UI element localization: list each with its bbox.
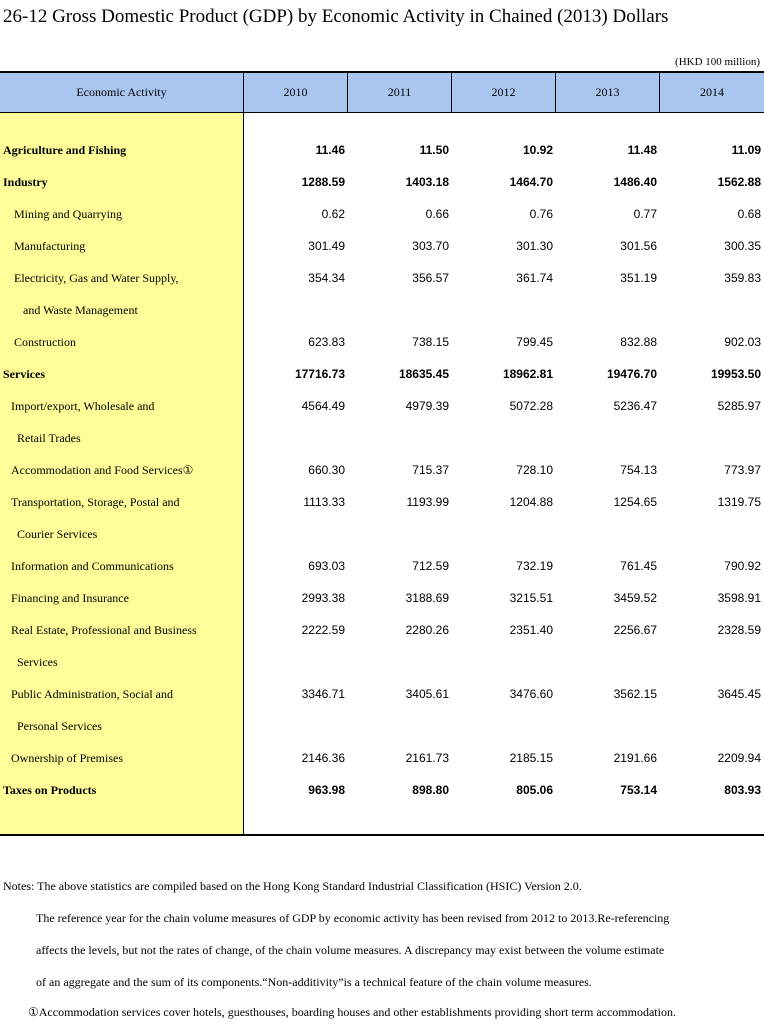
row-label: Financing and Insurance <box>11 591 129 605</box>
cell-2011: 11.50 <box>419 143 449 157</box>
cell-2014: 359.83 <box>724 271 761 285</box>
cell-2010: 0.62 <box>321 207 345 221</box>
cell-2010 <box>245 710 345 742</box>
table-row <box>0 678 764 710</box>
cell-2012: 5072.28 <box>509 399 553 413</box>
table-row <box>0 294 764 326</box>
row-label: Manufacturing <box>14 239 86 253</box>
cell-2010: 1288.59 <box>301 175 345 189</box>
row-label: Agriculture and Fishing <box>3 143 127 157</box>
cell-2012: 10.92 <box>522 143 553 157</box>
cell-2013: 761.45 <box>620 559 657 573</box>
cell-2011: 356.57 <box>412 271 449 285</box>
header-year-2010: 2010 <box>244 73 348 112</box>
cell-2014 <box>661 710 761 742</box>
cell-2013: 753.14 <box>620 783 657 797</box>
cell-2013: 301.56 <box>620 239 657 253</box>
row-label: Services <box>17 655 58 669</box>
row-label: Electricity, Gas and Water Supply, <box>14 271 179 285</box>
cell-2013 <box>557 294 657 326</box>
cell-2010: 2993.38 <box>301 591 345 605</box>
cell-2014: 2209.94 <box>717 751 761 765</box>
unit-label: (HKD 100 million) <box>675 56 760 68</box>
cell-2011: 2161.73 <box>405 751 449 765</box>
cell-2010 <box>245 646 345 678</box>
cell-2010: 623.83 <box>308 335 345 349</box>
row-label: and Waste Management <box>23 303 138 317</box>
cell-2013 <box>557 518 657 550</box>
cell-2013: 1486.40 <box>613 175 657 189</box>
header-economic-activity: Economic Activity <box>0 73 244 112</box>
cell-2010: 660.30 <box>308 463 345 477</box>
cell-2012: 3215.51 <box>509 591 553 605</box>
cell-2011 <box>349 422 449 454</box>
table-row <box>0 614 764 646</box>
cell-2012: 799.45 <box>516 335 553 349</box>
cell-2014: 300.35 <box>724 239 761 253</box>
table-row <box>0 390 764 422</box>
table-row <box>0 710 764 742</box>
cell-2012 <box>453 294 553 326</box>
cell-2011: 303.70 <box>412 239 449 253</box>
cell-2012: 2185.15 <box>509 751 553 765</box>
cell-2012: 3476.60 <box>509 687 553 701</box>
cell-2010: 1113.33 <box>303 495 345 509</box>
table-row <box>0 774 764 806</box>
row-label: Real Estate, Professional and Business <box>11 623 197 637</box>
row-label: Information and Communications <box>11 559 174 573</box>
note-line: Notes: The above statistics are compiled based on the Hong Kong Standard Industrial Classification (HSIC) Version 2.0. <box>3 879 582 893</box>
cell-2014: 2328.59 <box>717 623 761 637</box>
cell-2010: 301.49 <box>308 239 345 253</box>
row-label: Public Administration, Social and <box>11 687 173 701</box>
cell-2011: 738.15 <box>412 335 449 349</box>
page-title: 26-12 Gross Domestic Product (GDP) by Economic Activity in Chained (2013) Dollars <box>3 6 669 27</box>
note-line: of an aggregate and the sum of its components.“Non-additivity”is a technical feature of the chain volume measures. <box>36 975 592 989</box>
table-row <box>0 358 764 390</box>
cell-2013: 19476.70 <box>606 367 657 381</box>
cell-2011: 4979.39 <box>405 399 449 413</box>
cell-2013: 2191.66 <box>613 751 657 765</box>
cell-2011: 18635.45 <box>398 367 449 381</box>
cell-2013 <box>557 710 657 742</box>
cell-2014: 773.97 <box>724 463 761 477</box>
cell-2013: 5236.47 <box>613 399 657 413</box>
cell-2013: 3562.15 <box>613 687 657 701</box>
cell-2010: 4564.49 <box>301 399 345 413</box>
cell-2011: 712.59 <box>412 559 449 573</box>
cell-2011: 3188.69 <box>405 591 449 605</box>
cell-2013 <box>557 422 657 454</box>
row-label: Construction <box>14 335 76 349</box>
cell-2012: 2351.40 <box>509 623 553 637</box>
cell-2010: 963.98 <box>308 783 345 797</box>
cell-2013: 2256.67 <box>613 623 657 637</box>
footnote-accommodation: ①Accommodation services cover hotels, guesthouses, boarding houses and other establishments providing short term accommodation. <box>28 1005 676 1019</box>
cell-2013: 1254.65 <box>613 495 657 509</box>
cell-2011 <box>349 518 449 550</box>
cell-2013: 3459.52 <box>613 591 657 605</box>
cell-2010: 354.34 <box>308 271 345 285</box>
cell-2014: 3645.45 <box>717 687 761 701</box>
cell-2011: 3405.61 <box>405 687 449 701</box>
cell-2012: 805.06 <box>516 783 553 797</box>
cell-2011: 0.66 <box>425 207 449 221</box>
cell-2012 <box>453 710 553 742</box>
cell-2010: 17716.73 <box>294 367 345 381</box>
cell-2014: 11.09 <box>731 143 761 157</box>
cell-2012: 301.30 <box>516 239 553 253</box>
header-year-2011: 2011 <box>348 73 452 112</box>
cell-2012: 0.76 <box>529 207 553 221</box>
cell-2010: 11.46 <box>315 143 345 157</box>
table-row <box>0 230 764 262</box>
cell-2010: 693.03 <box>308 559 345 573</box>
cell-2011 <box>349 710 449 742</box>
table-row <box>0 486 764 518</box>
cell-2012: 1464.70 <box>509 175 553 189</box>
row-label: Courier Services <box>17 527 98 541</box>
cell-2011: 1193.99 <box>406 495 449 509</box>
row-label: Taxes on Products <box>3 783 97 797</box>
cell-2013 <box>557 646 657 678</box>
cell-2012 <box>453 422 553 454</box>
cell-2010: 3346.71 <box>301 687 345 701</box>
cell-2013: 0.77 <box>633 207 657 221</box>
cell-2010 <box>245 518 345 550</box>
row-label: Transportation, Storage, Postal and <box>11 495 180 509</box>
cell-2014: 5285.97 <box>717 399 761 413</box>
table-row <box>0 198 764 230</box>
row-label: Services <box>3 367 45 381</box>
table-row <box>0 166 764 198</box>
cell-2010 <box>245 422 345 454</box>
row-label: Ownership of Premises <box>11 751 123 765</box>
cell-2011: 2280.26 <box>405 623 449 637</box>
cell-2012: 361.74 <box>516 271 553 285</box>
cell-2014: 902.03 <box>724 335 761 349</box>
header-year-2012: 2012 <box>452 73 556 112</box>
cell-2013: 754.13 <box>620 463 657 477</box>
table-row <box>0 646 764 678</box>
note-line: affects the levels, but not the rates of change, of the chain volume measures. A discrepancy may exist between the volume estimate <box>36 943 665 957</box>
cell-2014 <box>661 422 761 454</box>
row-label: Import/export, Wholesale and <box>11 399 155 413</box>
row-label: Retail Trades <box>17 431 81 445</box>
cell-2011: 1403.18 <box>405 175 449 189</box>
cell-2014: 1319.75 <box>717 495 761 509</box>
cell-2013: 832.88 <box>620 335 657 349</box>
cell-2010: 2146.36 <box>301 751 345 765</box>
row-label: Industry <box>3 175 48 189</box>
header-year-2014: 2014 <box>700 85 724 99</box>
note-line: The reference year for the chain volume measures of GDP by economic activity has been revised from 2012 to 2013.Re-referencing <box>36 911 670 925</box>
table-row <box>0 134 764 166</box>
cell-2014: 19953.50 <box>710 367 761 381</box>
table-row <box>0 422 764 454</box>
table-row <box>0 518 764 550</box>
cell-2014 <box>661 646 761 678</box>
cell-2011: 715.37 <box>412 463 449 477</box>
header-year-2013: 2013 <box>556 73 660 112</box>
cell-2010: 2222.59 <box>301 623 345 637</box>
table-row <box>0 550 764 582</box>
cell-2011: 898.80 <box>412 783 449 797</box>
cell-2013: 351.19 <box>620 271 657 285</box>
table-header <box>0 73 764 113</box>
table-row <box>0 326 764 358</box>
cell-2012: 18962.81 <box>502 367 553 381</box>
cell-2014 <box>661 518 761 550</box>
row-label: Personal Services <box>17 719 102 733</box>
table-row <box>0 262 764 294</box>
cell-2012 <box>453 518 553 550</box>
cell-2014: 0.68 <box>737 207 761 221</box>
row-label: Accommodation and Food Services① <box>11 463 194 477</box>
cell-2011 <box>349 294 449 326</box>
cell-2012: 1204.88 <box>509 495 553 509</box>
gdp-table <box>0 71 764 836</box>
cell-2010 <box>245 294 345 326</box>
cell-2014: 790.92 <box>724 559 761 573</box>
cell-2014: 1562.88 <box>717 175 761 189</box>
cell-2012: 728.10 <box>516 463 553 477</box>
cell-2014: 3598.91 <box>717 591 761 605</box>
cell-2013: 11.48 <box>627 143 657 157</box>
cell-2012: 732.19 <box>516 559 553 573</box>
cell-2011 <box>349 646 449 678</box>
row-label: Mining and Quarrying <box>14 207 122 221</box>
table-row <box>0 742 764 774</box>
table-row <box>0 454 764 486</box>
table-row <box>0 582 764 614</box>
cell-2014: 803.93 <box>724 783 761 797</box>
cell-2014 <box>661 294 761 326</box>
cell-2012 <box>453 646 553 678</box>
